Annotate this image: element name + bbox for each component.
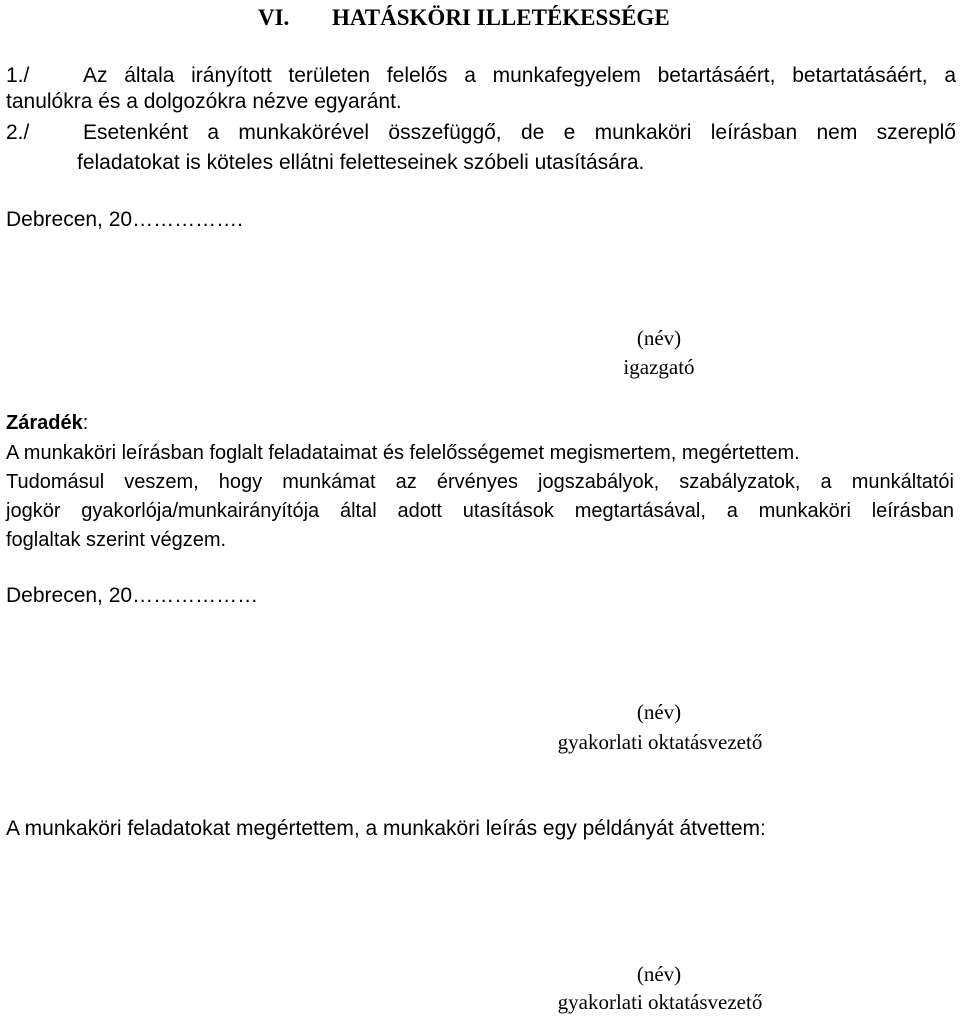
clause-body [6,439,954,555]
list-item-2-continuation: feladatokat is köteles ellátni feletteseinek szóbeli utasítására. [77,151,645,174]
place-date-1: Debrecen, 20……………. [6,208,243,231]
clause-colon: : [82,412,89,434]
signature-2-name: (név) [636,700,682,724]
signature-3-name: (név) [636,962,682,986]
clause-line-4: foglaltak szerint végzem. [6,529,227,551]
list-item-text-line-1: Az általa irányított területen felelős a munkafegyelem betartásáért, betartatásáért, a [83,64,956,87]
clause-line-3: jogkör gyakorlója/munkairányítója által adott utasítások megtartásával, a munkaköri leírásban [6,500,954,522]
list-item-text-line [83,121,956,145]
list-item-number: 1./ [6,64,30,87]
signature-2-role: gyakorlati oktatásvezető [557,730,763,754]
section-number: VI. [258,5,290,30]
section-title: HATÁSKÖRI ILLETÉKESSÉGE [332,5,670,30]
signature-1-name: (név) [636,326,682,350]
clause-line-1: A munkaköri leírásban foglalt feladataimat és felelősségemet megismertem, megértettem. [6,442,800,464]
list-item-text-line [83,64,956,88]
clause-line-2: Tudomásul veszem, hogy munkámat az érvényes jogszabályok, szabályzatok, a munkáltatói [6,471,954,493]
list-item-text-line-1: Esetenként a munkakörével összefüggő, de e munkaköri leírásban nem szereplő [83,121,956,144]
clause-heading [6,413,88,433]
place-date-2: Debrecen, 20……………… [6,584,259,607]
signature-3-role: gyakorlati oktatásvezető [557,990,763,1014]
list-item-number: 2./ [6,121,30,144]
acknowledgement-text: A munkaköri feladatokat megértettem, a munkaköri leírás egy példányát átvettem: [6,817,766,840]
clause-label: Záradék [6,412,83,434]
section-heading [258,5,670,31]
list-item-1-continuation: tanulókra és a dolgozókra nézve egyaránt. [6,90,402,113]
signature-1-role: igazgató [623,355,695,379]
